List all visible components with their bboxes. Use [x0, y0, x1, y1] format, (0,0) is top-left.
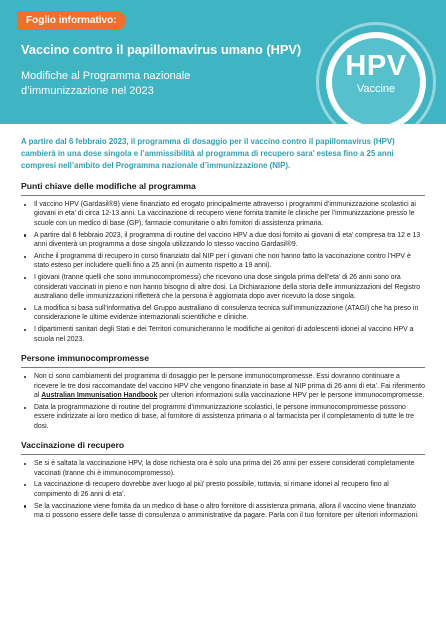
list-item: Se la vaccinazione viene fornita da un medico di base o altro fornitore di assistenza primaria, allora il vaccino viene finanziato ma ci possono essere delle tasse di consulenza o amministrative da pagare. Parla con il tuo fornitore per ulteriori informazioni.	[21, 502, 425, 521]
catch-up-list	[21, 459, 425, 520]
fact-sheet-tag: Foglio informativo:	[17, 11, 126, 30]
item-text-post: per ulteriori informazioni sulla vaccinazione HPV per le persone immunocompromesse.	[157, 392, 425, 399]
intro-paragraph: A partire dal 6 febbraio 2023, il programma di dosaggio per il vaccino contro il papillomavirus (HPV) cambierà in una dose singola e l’ammissibilità al programma di recupero sara’ estesa fino a 25 anni compresi nell’ambito del Programma nazionale d’immunizzazione (NIP).	[21, 137, 395, 170]
hpv-badge-subtext: Vaccine	[356, 83, 396, 95]
header-banner	[0, 0, 446, 124]
list-item: Data la programmazione di routine del programmi d’immunizzazione scolastici, le persone immunocompromesse possono essere indirizzate ai loro medico di base, al fornitore di assistenza primaria o al farmacista per il completamento di tutte le tre dosi.	[21, 403, 425, 431]
list-item: Se si è saltata la vaccinazione HPV, la dose richiesta ora è solo una prima dei 26 anni per essere considerati completamente vaccinati (tranne chi è immunocompromesso).	[21, 459, 425, 478]
subtitle-line-2: d’immunizzazione nel 2023	[21, 84, 154, 97]
list-item: Il vaccino HPV (Gardasil®9) viene finanziato ed erogato principalmente attraverso i programmi d’immunizzazione scolastici ai giovani in eta’ di circa 12-13 anni. La vaccinazione di recupero viene fornita tramite le cliniche per l’immunizzazione presso le scuole con un medico di base (GP), farmacie comunitarie o altri fornitori di assistenza primaria.	[21, 200, 425, 228]
list-item: La modifica si basa sull’informativa del Gruppo australiano di consulenza tecnica sull’immunizzazione (ATAGI) che ha preso in considerazione le ultime evidenze internazionali scientifiche e cliniche.	[21, 304, 425, 323]
list-item	[21, 372, 425, 400]
list-item: A partire dal 6 febbraio 2023, il programma di routine del vaccino HPV a due dosi fornito ai giovani di eta’ compresa tra 12 e 13 anni diventerà un programma a dose singola utilizzando lo stesso vaccino Gardasil®9.	[21, 231, 425, 250]
item-text-pre: Non ci sono cambiamenti del programma di dosaggio per le persone immunocompromesse. Essi dovranno continuare a ricevere le tre dosi raccomandate del vaccino HPV che vengono finanziate in base al NIP prima di 26 anni di eta’. Fai riferimento al	[34, 373, 425, 399]
list-item: I dipartimenti sanitari degli Stati e dei Territori comunicheranno le modifiche ai genitori di adolescenti idonei al vaccino HPV a scuola nel 2023.	[21, 325, 425, 344]
list-item: La vaccinazione di recupero dovrebbe aver luogo al più’ presto possibile, tuttavia, si rimane idonei al recupero fino al compimento di 26 anni di eta’.	[21, 480, 425, 499]
subtitle-line-1: Modifiche al Programma nazionale	[21, 70, 191, 82]
immunocompromised-list	[21, 372, 425, 431]
handbook-link[interactable]: Australian Immunisation Handbook	[41, 392, 158, 399]
key-points-list	[21, 200, 425, 344]
list-item: Anche il programma di recupero in corso finanziato dal NIP per i giovani che non hanno fatto la vaccinazione contro l’HPV è stato esteso per includere quelli fino a 25 anni (in aumento rispetto a 19 anni).	[21, 252, 425, 271]
section-heading-key-points: Punti chiave delle modifiche al programma	[21, 181, 425, 196]
page-title: Vaccino contro il papillomavirus umano (HPV)	[21, 42, 302, 57]
section-heading-immunocompromised: Persone immunocompromesse	[21, 353, 425, 368]
page-subtitle	[21, 69, 281, 98]
hpv-badge-text: HPV	[345, 50, 407, 82]
main-content	[21, 136, 425, 530]
section-heading-catch-up: Vaccinazione di recupero	[21, 440, 425, 455]
list-item: I giovani (tranne quelli che sono immunocompromessi) che ricevono una dose singola prima dell’eta’ di 26 anni sono ora considerati vaccinati in pieno e non hanno bisogno di altre dosi. La Dichiarazione della storia delle immunizzazioni del Registro australiano delle immunizzazioni rifletterà che la persona è aggiornata dopo aver ricevuto la dose singola.	[21, 273, 425, 301]
